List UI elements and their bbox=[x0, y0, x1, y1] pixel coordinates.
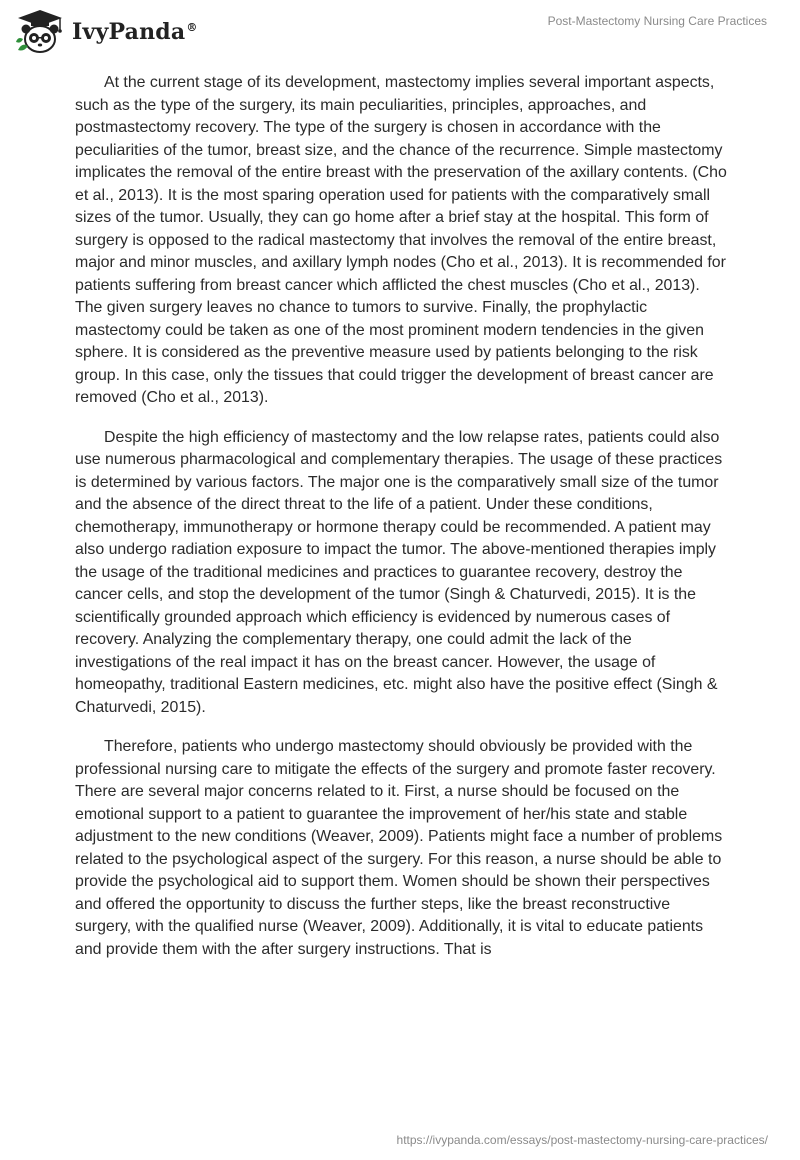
paragraph-1: At the current stage of its development, mastectomy implies several important aspects, such as the type of the surgery, its main peculiarities, principles, approaches, and postmastectomy recovery. The type of the surgery is chosen in accordance with the peculiarities of the tumor, breast size, and the chance of the recurrence. Simple mastectomy implicates the removal of the entire breast with the preservation of the axillary contents. (Cho et al., 2013). It is the most sparing operation used for patients with the comparatively small sizes of the tumor. Usually, they can go home after a brief stay at the hospital. This form of surgery is opposed to the radical mastectomy that involves the removal of the entire breast, major and minor muscles, and axillary lymph nodes (Cho et al., 2013). It is recommended for patients suffering from breast cancer which afflicted the chest muscles (Cho et al., 2013). The given surgery leaves no chance to tumors to survive. Finally, the prophylactic mastectomy could be taken as one of the most prominent modern tendencies in the given sphere. It is considered as the preventive measure used by patients belonging to the risk group. In this case, only the tissues that could trigger the development of breast cancer are removed (Cho et al., 2013). bbox=[75, 74, 727, 406]
ivypanda-logo[interactable] bbox=[14, 8, 198, 56]
brand-name: IvyPanda® bbox=[72, 19, 198, 45]
panda-graduate-icon bbox=[14, 8, 66, 56]
paragraph-2: Despite the high efficiency of mastectomy and the low relapse rates, patients could also use numerous pharmacological and complementary therapies. The usage of these practices is determined by various factors. The major one is the comparatively small size of the tumor and the absence of the direct threat to the life of a patient. Under these conditions, chemotherapy, immunotherapy or hormone therapy could be recommended. A patient may also undergo radiation exposure to impact the tumor. The above-mentioned therapies imply the usage of the traditional medicines and practices to guarantee recovery, destroy the cancer cells, and stop the development of the tumor (Singh & Chaturvedi, 2015). It is the scientifically grounded approach which efficiency is evidenced by numerous cases of recovery. Analyzing the complementary therapy, one could admit the lack of the investigations of the real impact it has on the breast cancer. However, the usage of homeopathy, traditional Eastern medicines, etc. might also have the positive effect (Singh & Chaturvedi, 2015). bbox=[75, 428, 723, 716]
source-url[interactable]: https://ivypanda.com/essays/post-mastectomy-nursing-care-practices/ bbox=[396, 1133, 768, 1147]
paragraph-3: Therefore, patients who undergo mastectomy should obviously be provided with the professional nursing care to mitigate the effects of the surgery and promote faster recovery. There are several major concerns related to it. First, a nurse should be focused on the emotional support to a patient to guarantee the improvement of her/his state and stable adjustment to the new conditions (Weaver, 2009). Patients might face a number of problems related to the psychological aspect of the surgery. For this reason, a nurse should be able to provide the psychological aid to support them. Women should be shown their perspectives and offered the opportunity to discuss the further steps, like the breast reconstructive surgery, with the qualified nurse (Weaver, 2009). Additionally, it is vital to educate patients and provide them with the after surgery instructions. That is bbox=[75, 738, 723, 958]
registered-mark: ® bbox=[186, 20, 198, 34]
document-title: Post-Mastectomy Nursing Care Practices bbox=[547, 14, 767, 28]
essay-body bbox=[75, 72, 727, 978]
